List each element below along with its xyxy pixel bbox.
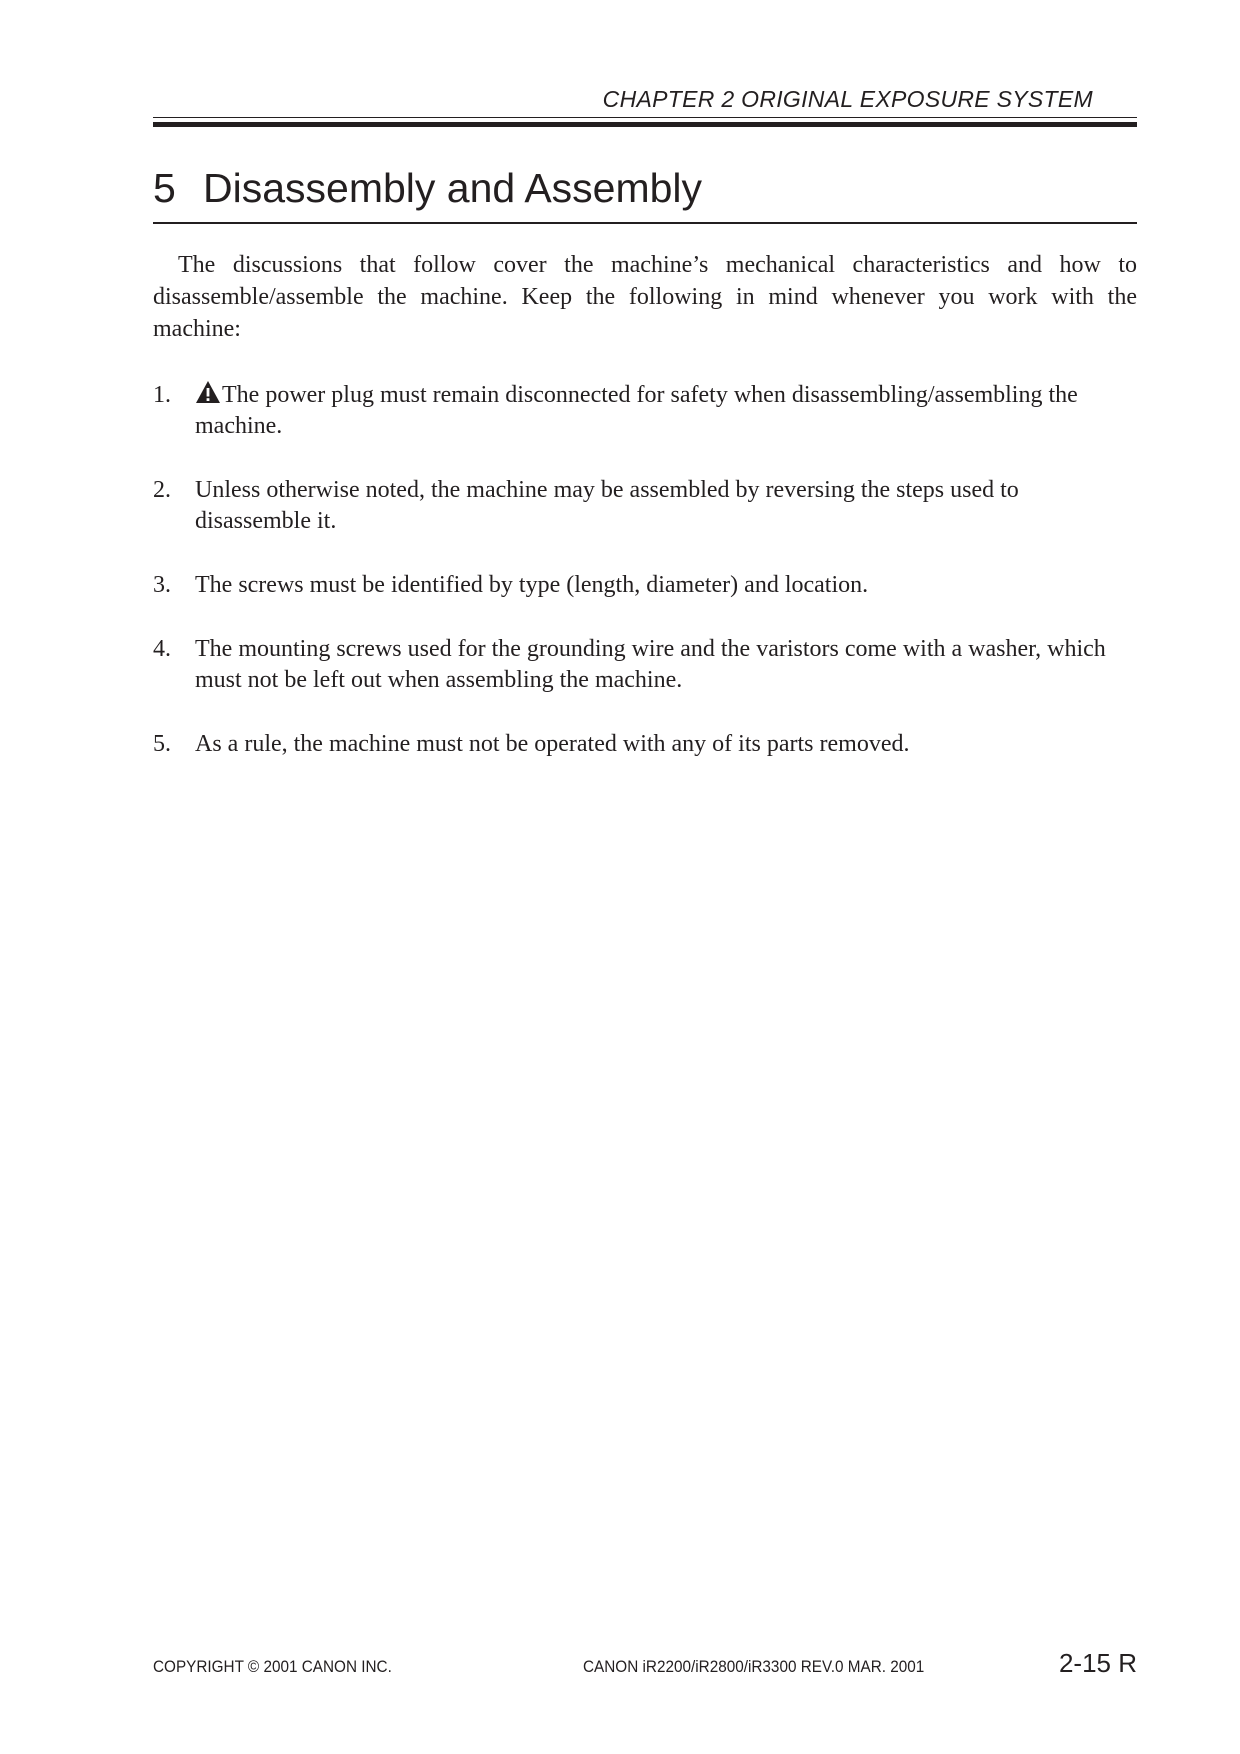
intro-paragraph: The discussions that follow cover the machine’s mechanical characteristics and how to disassemble/assemble the machine. Keep the following in mind whenever you work with the machine:: [153, 252, 1137, 342]
list-item: [153, 634, 1137, 696]
list-marker: 1.: [153, 382, 171, 408]
chapter-header: CHAPTER 2 ORIGINAL EXPOSURE SYSTEM: [602, 86, 1093, 112]
list-item-text: Unless otherwise noted, the machine may be assembled by reversing the steps used to disassemble it.: [195, 477, 1019, 534]
list-item-text: As a rule, the machine must not be operated with any of its parts removed.: [195, 731, 910, 757]
list-item: [153, 729, 1137, 760]
list-item-text: The power plug must remain disconnected for safety when disassembling/assembling the machine.: [195, 382, 1078, 439]
footer-page-number: 2-15 R: [1058, 1648, 1137, 1678]
section-number: 5: [153, 165, 176, 211]
list-marker: 5.: [153, 731, 171, 757]
list-item-text: The mounting screws used for the grounding wire and the varistors come with a washer, which must not be left out when assembling the machine.: [195, 636, 1106, 693]
header-rule-thick: [153, 122, 1137, 127]
section-rule: [153, 222, 1137, 224]
list-item-text: The screws must be identified by type (length, diameter) and location.: [195, 572, 869, 598]
precautions-list: [153, 380, 1137, 793]
list-marker: 3.: [153, 572, 171, 598]
header-rule-thin: [153, 117, 1137, 118]
list-item: [153, 475, 1137, 537]
list-item: [153, 380, 1137, 442]
warning-icon: [195, 380, 221, 404]
section-title-text: Disassembly and Assembly: [203, 165, 703, 211]
list-marker: 4.: [153, 636, 171, 662]
footer-copyright: COPYRIGHT © 2001 CANON INC.: [153, 1657, 392, 1676]
list-item: [153, 570, 1137, 601]
section-title: [153, 162, 702, 214]
list-marker: 2.: [153, 477, 171, 503]
footer-model: CANON iR2200/iR2800/iR3300 REV.0 MAR. 2001: [583, 1657, 925, 1676]
